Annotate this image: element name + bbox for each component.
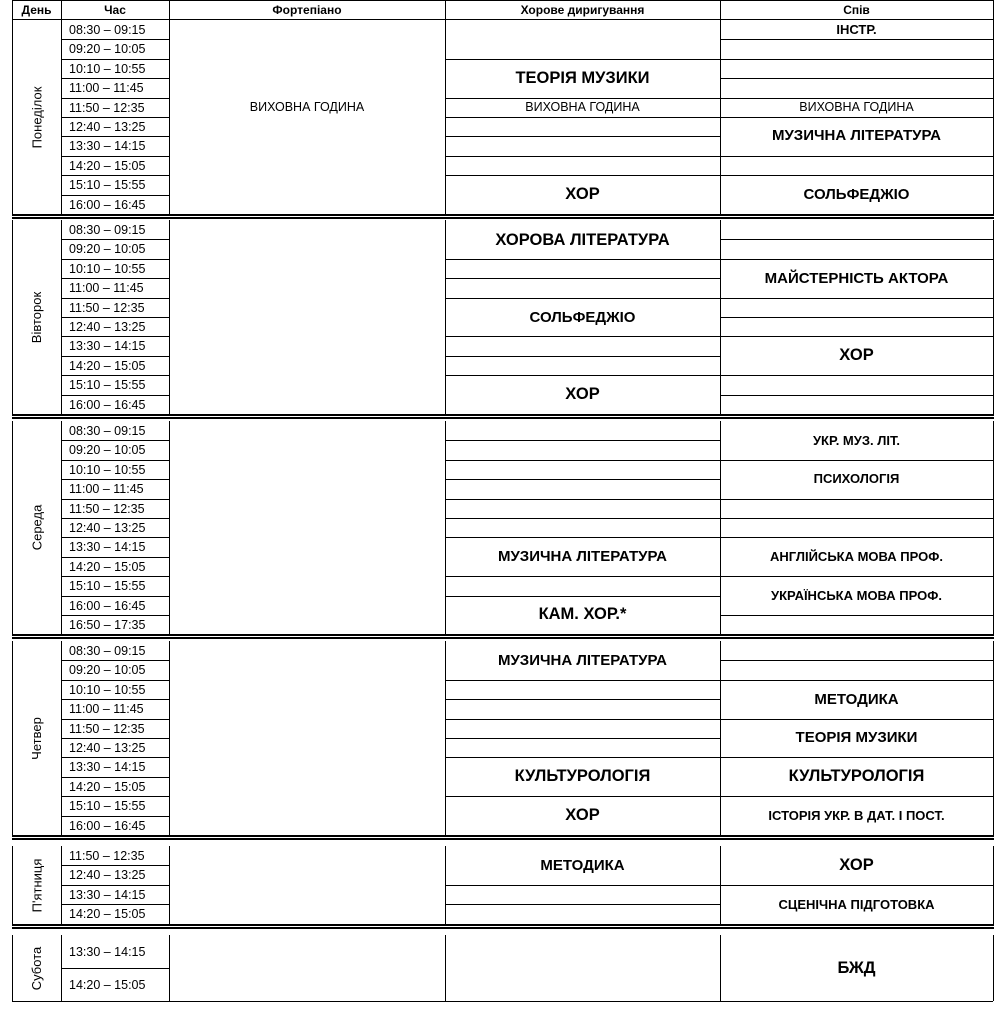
time-slot: 14:20 – 15:05 (69, 779, 146, 794)
subject-cell: ІНСТР. (836, 22, 877, 37)
column-line (169, 421, 170, 634)
row-line (61, 479, 169, 480)
row-line (61, 537, 169, 538)
row-line (61, 59, 169, 60)
time-slot: 11:50 – 12:35 (69, 501, 145, 516)
row-line (61, 136, 169, 137)
day-label (12, 421, 61, 634)
time-slot: 15:10 – 15:55 (69, 798, 146, 813)
row-line (61, 757, 169, 758)
column-line (12, 641, 13, 835)
row-line (445, 699, 720, 700)
row-line (445, 499, 720, 500)
column-line (169, 846, 170, 924)
day-name: Четвер (28, 716, 44, 760)
time-slot: 13:30 – 14:15 (69, 944, 146, 959)
subject-cell: СОЛЬФЕДЖІО (803, 185, 910, 203)
row-line (445, 904, 720, 905)
row-line (61, 78, 169, 79)
subject-cell: ІСТОРІЯ УКР. В ДАТ. І ПОСТ. (768, 808, 945, 823)
row-line (720, 395, 993, 396)
time-slot: 13:30 – 14:15 (69, 887, 146, 902)
day-name: Понеділок (29, 86, 45, 148)
row-line (61, 660, 169, 661)
time-slot: 11:00 – 11:45 (69, 280, 144, 295)
time-slot: 14:20 – 15:05 (69, 358, 146, 373)
subject-cell: МУЗИЧНА ЛІТЕРАТУРА (771, 127, 942, 144)
table-border (12, 1001, 993, 1002)
row-line (61, 175, 169, 176)
row-line (61, 904, 169, 905)
row-line (61, 865, 169, 866)
column-line (720, 0, 721, 20)
time-slot: 09:20 – 10:05 (69, 241, 146, 256)
day-name: Вівторок (29, 291, 44, 343)
row-line (720, 239, 993, 240)
subject-cell: МУЗИЧНА ЛІТЕРАТУРА (497, 548, 668, 565)
row-line (61, 395, 169, 396)
time-slot: 11:50 – 12:35 (69, 721, 145, 736)
time-slot: 08:30 – 09:15 (69, 643, 146, 658)
time-slot: 08:30 – 09:15 (69, 222, 146, 237)
time-slot: 10:10 – 10:55 (69, 61, 146, 76)
subject-cell: ТЕОРІЯ МУЗИКИ (795, 729, 918, 746)
column-line (12, 935, 13, 1001)
header-piano: Фортепіано (169, 0, 445, 20)
time-slot: 11:50 – 12:35 (69, 848, 145, 863)
column-line (993, 421, 994, 634)
row-line (61, 98, 169, 99)
column-line (169, 935, 170, 1001)
row-line (61, 615, 169, 616)
column-line (445, 935, 446, 1001)
row-line (720, 298, 993, 299)
time-slot: 13:30 – 14:15 (69, 759, 146, 774)
column-line (993, 846, 994, 924)
header-time: Час (61, 0, 169, 20)
time-slot: 14:20 – 15:05 (69, 977, 146, 992)
subject-cell: ХОР (839, 856, 874, 874)
subject-cell: БЖД (837, 958, 876, 977)
day-label (12, 220, 61, 414)
column-line (445, 0, 446, 20)
day-separator (12, 414, 994, 419)
row-line (61, 156, 169, 157)
time-slot: 13:30 – 14:15 (69, 138, 146, 153)
subject-cell: МЕТОДИКА (814, 690, 899, 708)
time-slot: 10:10 – 10:55 (69, 462, 146, 477)
row-line (445, 576, 720, 577)
day-separator (12, 835, 994, 840)
day-name: Середа (28, 504, 44, 551)
row-line (61, 680, 169, 681)
time-slot: 14:20 – 15:05 (69, 559, 146, 574)
subject-cell: ВИХОВНА ГОДИНА (799, 99, 914, 114)
time-slot: 12:40 – 13:25 (69, 520, 146, 535)
subject-cell: ВИХОВНА ГОДИНА (525, 99, 640, 114)
subject-cell: АНГЛІЙСЬКА МОВА ПРОФ. (770, 549, 943, 564)
time-slot: 10:10 – 10:55 (69, 682, 146, 697)
time-slot: 11:50 – 12:35 (69, 100, 145, 115)
row-line (61, 259, 169, 260)
row-line (61, 699, 169, 700)
row-line (445, 885, 720, 886)
column-line (12, 220, 13, 414)
row-line (61, 117, 169, 118)
column-line (169, 641, 170, 835)
row-line (445, 479, 720, 480)
column-line (993, 20, 994, 214)
row-line (445, 117, 720, 118)
time-slot: 12:40 – 13:25 (69, 740, 146, 755)
column-line (993, 935, 994, 1001)
row-line (445, 518, 720, 519)
row-line (61, 375, 169, 376)
time-slot: 08:30 – 09:15 (69, 22, 146, 37)
time-slot: 11:00 – 11:45 (69, 80, 144, 95)
subject-cell: УКРАЇНСЬКА МОВА ПРОФ. (771, 588, 942, 603)
column-line (61, 935, 62, 1001)
column-line (169, 20, 170, 214)
subject-cell: СОЛЬФЕДЖІО (529, 309, 636, 326)
time-slot: 13:30 – 14:15 (69, 338, 146, 353)
time-slot: 09:20 – 10:05 (69, 662, 146, 677)
column-line (993, 0, 994, 20)
column-line (61, 20, 62, 214)
row-line (720, 615, 993, 616)
column-line (61, 846, 62, 924)
time-slot: 11:00 – 11:45 (69, 481, 144, 496)
time-slot: 09:20 – 10:05 (69, 442, 146, 457)
time-slot: 15:10 – 15:55 (69, 377, 146, 392)
column-line (169, 0, 170, 20)
column-line (169, 220, 170, 414)
time-slot: 09:20 – 10:05 (69, 41, 146, 56)
column-line (993, 220, 994, 414)
column-line (12, 421, 13, 634)
day-separator (12, 214, 994, 219)
time-slot: 13:30 – 14:15 (69, 539, 146, 554)
row-line (61, 440, 169, 441)
row-line (61, 460, 169, 461)
day-label (12, 935, 61, 1001)
day-name: Субота (29, 946, 44, 990)
row-line (61, 796, 169, 797)
row-line (61, 278, 169, 279)
column-line (61, 641, 62, 835)
subject-cell: ХОРОВА ЛІТЕРАТУРА (495, 231, 670, 249)
time-slot: 14:20 – 15:05 (69, 158, 146, 173)
row-line (61, 557, 169, 558)
row-line (61, 968, 169, 969)
subject-cell: МАЙСТЕРНІСТЬ АКТОРА (764, 270, 949, 287)
row-line (61, 719, 169, 720)
column-line (12, 0, 13, 20)
row-line (720, 499, 993, 500)
subject-cell: УКР. МУЗ. ЛІТ. (812, 432, 901, 448)
column-line (61, 220, 62, 414)
subject-cell: МУЗИЧНА ЛІТЕРАТУРА (497, 652, 668, 669)
column-line (12, 846, 13, 924)
time-slot: 11:00 – 11:45 (69, 701, 144, 716)
day-label (12, 20, 61, 214)
row-line (61, 317, 169, 318)
time-slot: 16:00 – 16:45 (69, 397, 146, 412)
time-slot: 16:00 – 16:45 (69, 197, 146, 212)
subject-cell: ВИХОВНА ГОДИНА (249, 99, 365, 114)
time-slot: 12:40 – 13:25 (69, 319, 146, 334)
row-line (720, 78, 993, 79)
time-slot: 15:10 – 15:55 (69, 578, 146, 593)
row-line (61, 596, 169, 597)
header-choral: Хорове диригування (445, 0, 720, 20)
row-line (445, 156, 720, 157)
row-line (445, 278, 720, 279)
row-line (445, 136, 720, 137)
header-singing: Спів (720, 0, 993, 20)
time-slot: 10:10 – 10:55 (69, 261, 146, 276)
subject-cell: КАМ. ХОР.* (538, 605, 627, 623)
time-slot: 12:40 – 13:25 (69, 867, 146, 882)
subject-cell: ХОР (839, 346, 874, 364)
row-line (445, 440, 720, 441)
subject-cell: ХОР (565, 184, 600, 203)
time-slot: 12:40 – 13:25 (69, 119, 146, 134)
subject-cell: КУЛЬТУРОЛОГІЯ (514, 767, 651, 785)
row-line (61, 39, 169, 40)
row-line (61, 885, 169, 886)
row-line (61, 816, 169, 817)
day-name: П'ятниця (29, 858, 44, 912)
row-line (61, 356, 169, 357)
header-day: День (12, 0, 61, 20)
day-separator (12, 634, 994, 639)
time-slot: 08:30 – 09:15 (69, 423, 146, 438)
subject-cell: СЦЕНІЧНА ПІДГОТОВКА (778, 897, 935, 912)
row-line (61, 239, 169, 240)
time-slot: 14:20 – 15:05 (69, 906, 146, 921)
row-line (61, 518, 169, 519)
column-line (61, 0, 62, 20)
day-separator (12, 924, 994, 929)
row-line (61, 738, 169, 739)
row-line (61, 195, 169, 196)
table-border (12, 0, 993, 1)
day-label (12, 846, 61, 924)
row-line (445, 738, 720, 739)
time-slot: 15:10 – 15:55 (69, 177, 146, 192)
subject-cell: ХОР (565, 385, 600, 403)
row-line (720, 375, 993, 376)
subject-cell: КУЛЬТУРОЛОГІЯ (788, 767, 925, 785)
subject-cell: ХОР (565, 806, 600, 824)
day-label (12, 641, 61, 835)
row-line (61, 298, 169, 299)
subject-cell: МЕТОДИКА (540, 857, 625, 874)
row-line (445, 719, 720, 720)
row-line (720, 518, 993, 519)
row-line (61, 336, 169, 337)
time-slot: 16:50 – 17:35 (69, 617, 146, 632)
row-line (445, 356, 720, 357)
subject-cell: ТЕОРІЯ МУЗИКИ (515, 68, 650, 87)
row-line (720, 156, 993, 157)
column-line (61, 421, 62, 634)
row-line (445, 460, 720, 461)
row-line (61, 499, 169, 500)
row-line (720, 39, 993, 40)
row-line (720, 317, 993, 318)
row-line (61, 777, 169, 778)
time-slot: 16:00 – 16:45 (69, 598, 146, 613)
row-line (61, 576, 169, 577)
column-line (12, 20, 13, 214)
time-slot: 16:00 – 16:45 (69, 818, 146, 833)
subject-cell: ПСИХОЛОГІЯ (813, 471, 900, 486)
column-line (993, 641, 994, 835)
row-line (720, 59, 993, 60)
time-slot: 11:50 – 12:35 (69, 300, 145, 315)
row-line (445, 680, 720, 681)
row-line (720, 660, 993, 661)
column-line (720, 220, 721, 414)
